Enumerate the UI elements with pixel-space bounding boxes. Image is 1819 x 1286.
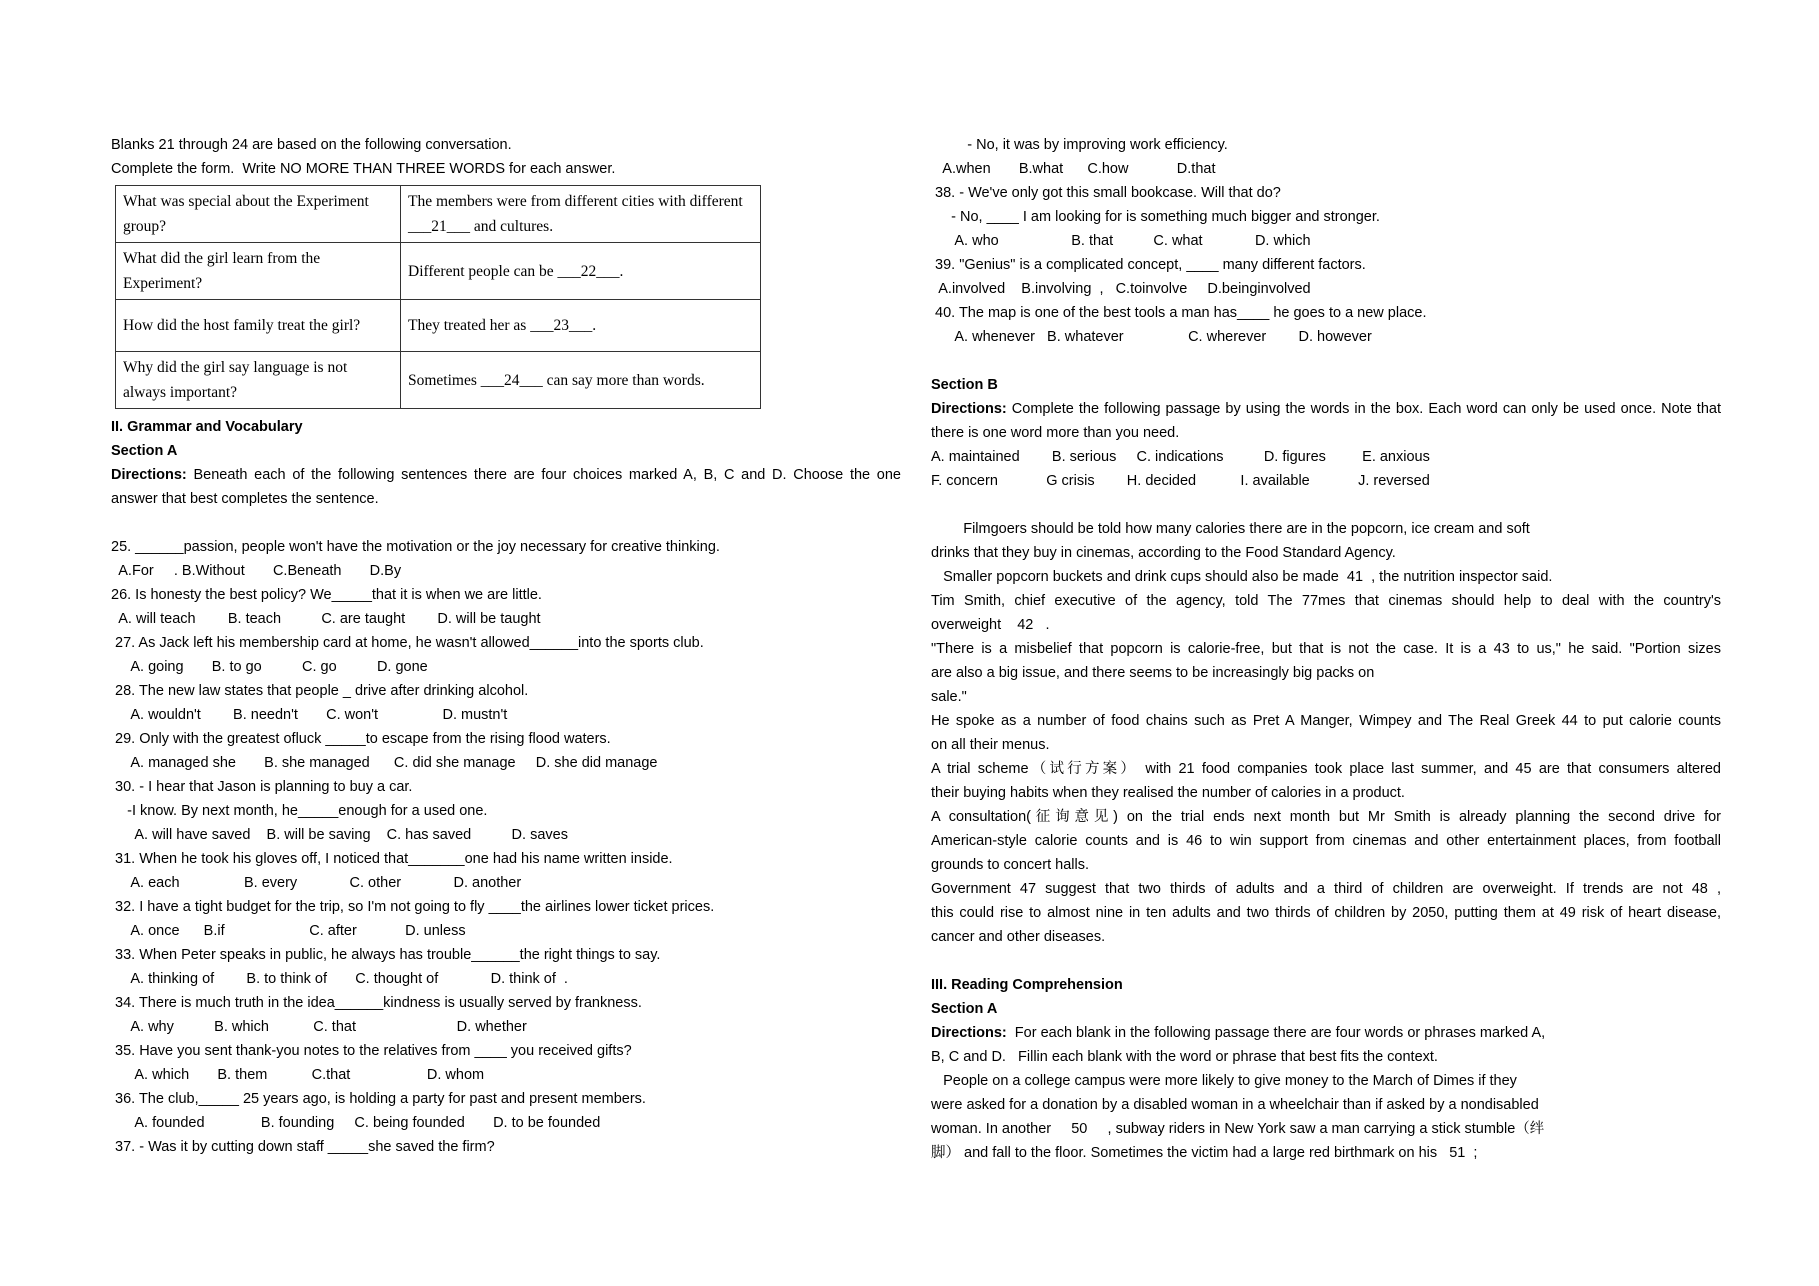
text-line: 29. Only with the greatest ofluck _____to escape from the rising flood waters. — [111, 731, 611, 747]
text-line: A.involved B.involving , C.toinvolve D.beinginvolved — [931, 281, 1311, 297]
table-answer: Different people can be ___22___. — [401, 243, 761, 300]
text-line: sale." — [931, 689, 967, 705]
text-line: 27. As Jack left his membership card at home, he wasn't allowed______into the sports club. — [111, 635, 704, 651]
text-line: A consultation(征询意见) on the trial ends next month but Mr Smith is already planning the second drive for — [931, 809, 1721, 825]
directions-label: Directions: — [111, 467, 187, 483]
text-line: on all their menus. — [931, 737, 1050, 753]
text-line: A. why B. which C. that D. whether — [111, 1019, 527, 1035]
text-line: A. managed she B. she managed C. did she manage D. she did manage — [111, 755, 658, 771]
table-question: What did the girl learn from the Experiment? — [116, 243, 401, 300]
part-two-title: II. Grammar and Vocabulary — [111, 419, 303, 435]
text-line: 37. - Was it by cutting down staff _____she saved the firm? — [111, 1139, 495, 1155]
passage-continued — [931, 589, 1721, 949]
text-line: A trial scheme（试行方案） with 21 food companies took place last summer, and 45 are that consumers altered — [931, 761, 1721, 777]
text-line: People on a college campus were more likely to give money to the March of Dimes if they — [931, 1073, 1517, 1089]
text-line: A. once B.if C. after D. unless — [111, 923, 466, 939]
text-line: A. each B. every C. other D. another — [111, 875, 522, 891]
table-answer: Sometimes ___24___ can say more than words. — [401, 352, 761, 409]
table-row — [116, 300, 761, 352]
text-line: 33. When Peter speaks in public, he always has trouble______the right things to say. — [111, 947, 661, 963]
text-line: overweight 42 . — [931, 617, 1050, 633]
conversation-table — [115, 185, 761, 409]
section-a-title: Section A — [111, 443, 178, 459]
reading-passage — [931, 1069, 1721, 1165]
word-box-row: A. maintained B. serious C. indications D. figures E. anxious — [931, 449, 1430, 465]
text-line: grounds to concert halls. — [931, 857, 1089, 873]
part-three-title: III. Reading Comprehension — [931, 977, 1123, 993]
text-line: - No, ____ I am looking for is something much bigger and stronger. — [931, 209, 1380, 225]
table-answer: The members were from different cities with different ___21___ and cultures. — [401, 186, 761, 243]
text-line: A.For . B.Without C.Beneath D.By — [111, 563, 402, 579]
text-line: were asked for a donation by a disabled woman in a wheelchair than if asked by a nondisabled — [931, 1097, 1539, 1113]
directions-label: Directions: — [931, 1025, 1007, 1041]
text-line: "There is a misbelief that popcorn is calorie-free, but that is not the case. It is a 43 to us," he said. "Portion sizes — [931, 641, 1721, 657]
text-line: -I know. By next month, he_____enough for a used one. — [111, 803, 488, 819]
table-row — [116, 186, 761, 243]
text-line: 34. There is much truth in the idea______kindness is usually served by frankness. — [111, 995, 642, 1011]
text-line: 脚） and fall to the floor. Sometimes the victim had a large red birthmark on his 51 ; — [931, 1145, 1478, 1161]
text-line: Tim Smith, chief executive of the agency, told The 77mes that cinemas should help to deal with the country's — [931, 593, 1721, 609]
text-line: Filmgoers should be told how many calories there are in the popcorn, ice cream and soft — [931, 521, 1530, 537]
text-line: American-style calorie counts and is 46 to win support from cinemas and other entertainment places, from football — [931, 833, 1721, 849]
directions-text-2: answer that best completes the sentence. — [111, 491, 379, 507]
text-line: 26. Is honesty the best policy? We_____that it is when we are little. — [111, 587, 542, 603]
text-line: - No, it was by improving work efficiency. — [931, 137, 1228, 153]
directions-3 — [931, 1021, 1721, 1045]
text-line: are also a big issue, and there seems to be increasingly big packs on — [931, 665, 1375, 681]
text-line: woman. In another 50 , subway riders in New York saw a man carrying a stick stumble（绊 — [931, 1121, 1545, 1137]
text-line: A. thinking of B. to think of C. thought of D. think of . — [111, 971, 568, 987]
word-box-row: F. concern G crisis H. decided I. available J. reversed — [931, 473, 1430, 489]
table-answer: They treated her as ___23___. — [401, 300, 761, 352]
text-line: 36. The club,_____ 25 years ago, is holding a party for past and present members. — [111, 1091, 646, 1107]
text-line: A. will teach B. teach C. are taught D. will be taught — [111, 611, 541, 627]
text-line: cancer and other diseases. — [931, 929, 1106, 945]
text-line: 32. I have a tight budget for the trip, so I'm not going to fly ____the airlines lower ticket prices. — [111, 899, 715, 915]
left-column — [111, 133, 901, 1159]
table-question: What was special about the Experiment group? — [116, 186, 401, 243]
text-line: A. who B. that C. what D. which — [931, 233, 1311, 249]
directions-text: For each blank in the following passage there are four words or phrases marked A, — [1006, 1025, 1546, 1041]
directions-text: Complete the following passage by using the words in the box. Each word can only be used once. Note that — [1006, 401, 1721, 417]
table-row — [116, 243, 761, 300]
text-line: A. wouldn't B. needn't C. won't D. mustn't — [111, 707, 508, 723]
text-line: Government 47 suggest that two thirds of adults and a third of children are overweight. If trends are not 48 , — [931, 881, 1721, 897]
question-list — [111, 535, 901, 1159]
text-line: 30. - I hear that Jason is planning to buy a car. — [111, 779, 413, 795]
section-b-title: Section B — [931, 377, 998, 393]
directions-label: Directions: — [931, 401, 1007, 417]
directions-text: Beneath each of the following sentences there are four choices marked A, B, C and D. Choose the one — [186, 467, 901, 483]
form-instruction: Complete the form. Write NO MORE THAN THREE WORDS for each answer. — [111, 161, 616, 177]
passage — [931, 517, 1721, 589]
directions-b — [931, 397, 1721, 421]
text-line: drinks that they buy in cinemas, according to the Food Standard Agency. — [931, 545, 1396, 561]
directions — [111, 463, 901, 487]
text-line: A. founded B. founding C. being founded D. to be founded — [111, 1115, 601, 1131]
right-column — [931, 133, 1721, 1165]
text-line: 28. The new law states that people _ drive after drinking alcohol. — [111, 683, 529, 699]
text-line: A. going B. to go C. go D. gone — [111, 659, 428, 675]
text-line: Smaller popcorn buckets and drink cups should also be made 41 , the nutrition inspector said. — [931, 569, 1553, 585]
table-question: How did the host family treat the girl? — [116, 300, 401, 352]
text-line: A.when B.what C.how D.that — [931, 161, 1216, 177]
section-a3-title: Section A — [931, 1001, 998, 1017]
directions-3-text-2: B, C and D. Fillin each blank with the word or phrase that best fits the context. — [931, 1049, 1438, 1065]
table-question: Why did the girl say language is not always important? — [116, 352, 401, 409]
text-line: He spoke as a number of food chains such as Pret A Manger, Wimpey and The Real Greek 44 to put calorie counts — [931, 713, 1721, 729]
text-line: A. which B. them C.that D. whom — [111, 1067, 485, 1083]
text-line: this could rise to almost nine in ten adults and two thirds of children by 2050, putting them at 49 risk of heart disease, — [931, 905, 1721, 921]
text-line: A. will have saved B. will be saving C. has saved D. saves — [111, 827, 568, 843]
table-row — [116, 352, 761, 409]
text-line: their buying habits when they realised the number of calories in a product. — [931, 785, 1405, 801]
directions-b-text-2: there is one word more than you need. — [931, 425, 1180, 441]
text-line: 39. "Genius" is a complicated concept, ____ many different factors. — [931, 257, 1366, 273]
text-line: 25. ______passion, people won't have the motivation or the joy necessary for creative thinking. — [111, 539, 720, 555]
text-line: 38. - We've only got this small bookcase. Will that do? — [931, 185, 1281, 201]
question-list-continued — [931, 133, 1721, 349]
text-line: 35. Have you sent thank-you notes to the relatives from ____ you received gifts? — [111, 1043, 632, 1059]
text-line: 31. When he took his gloves off, I noticed that_______one had his name written inside. — [111, 851, 673, 867]
text-line: 40. The map is one of the best tools a man has____ he goes to a new place. — [931, 305, 1427, 321]
text-line: A. whenever B. whatever C. wherever D. however — [931, 329, 1372, 345]
conversation-intro: Blanks 21 through 24 are based on the following conversation. — [111, 137, 512, 153]
